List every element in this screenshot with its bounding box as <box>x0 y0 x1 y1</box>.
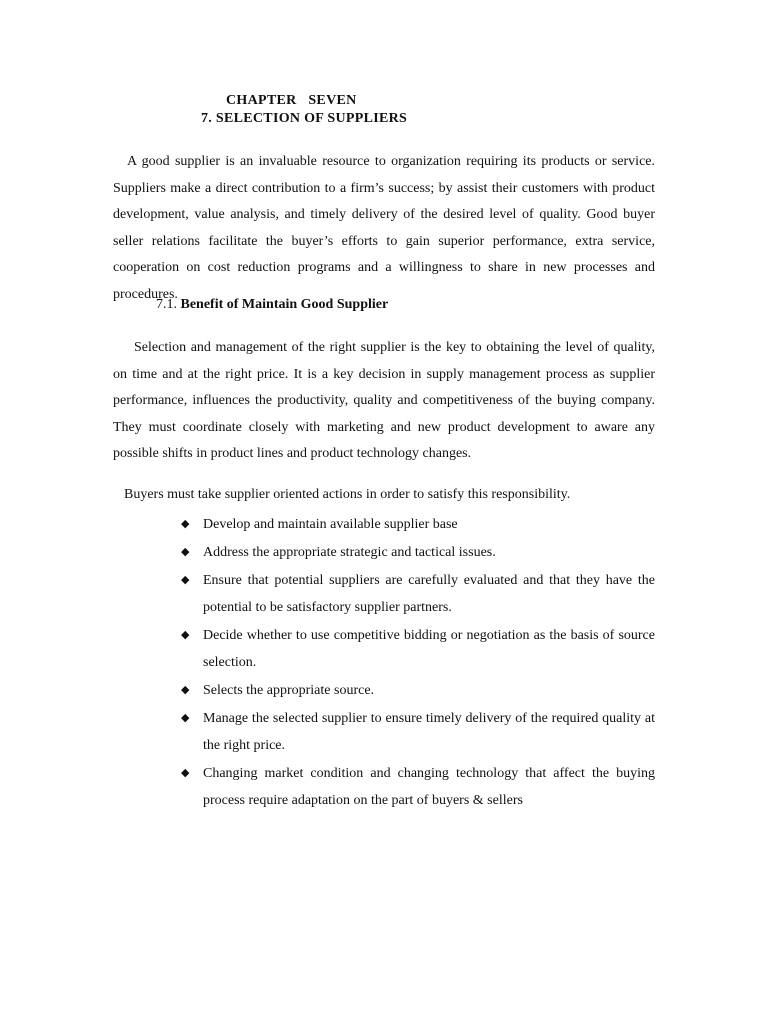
diamond-bullet-icon: ◆ <box>181 712 190 724</box>
list-item <box>180 511 655 538</box>
list-item-text: Manage the selected supplier to ensure timely delivery of the required quality at the right price. <box>203 711 655 753</box>
diamond-bullet-icon: ◆ <box>181 684 190 696</box>
list-item-text: Develop and maintain available supplier base <box>203 517 458 532</box>
intro-paragraph: A good supplier is an invaluable resource to organization requiring its products or service. Suppliers make a direct contribution to a firm’s success; by assist their customers with product development, value analysis, and timely delivery of the desired level of quality. Good buyer seller relations facilitate the buyer’s efforts to gain superior performance, extra service, cooperation on cost reduction programs and a willingness to share in new processes and procedures. <box>113 154 655 302</box>
chapter-title: 7. SELECTION OF SUPPLIERS <box>201 111 408 126</box>
list-item-text: Address the appropriate strategic and tactical issues. <box>203 545 496 560</box>
section-title: Benefit of Maintain Good Supplier <box>180 297 389 312</box>
diamond-bullet-icon: ◆ <box>181 574 190 586</box>
section-heading <box>156 297 388 313</box>
list-item <box>180 567 655 621</box>
diamond-bullet-icon: ◆ <box>181 518 190 530</box>
list-item <box>180 760 655 814</box>
diamond-bullet-icon: ◆ <box>181 546 190 558</box>
list-item-text: Selects the appropriate source. <box>203 683 375 698</box>
list-item <box>180 622 655 676</box>
list-item <box>180 539 655 566</box>
diamond-bullet-icon: ◆ <box>181 629 190 641</box>
list-item <box>180 677 655 704</box>
selection-paragraph: Selection and management of the right supplier is the key to obtaining the level of quality, on time and at the right price. It is a key decision in supply management process as supplier performance, influences the productivity, quality and competitiveness of the buying company. They must coordinate closely with marketing and new product development to aware any possible shifts in product lines and product technology changes. <box>113 340 655 462</box>
diamond-bullet-icon: ◆ <box>181 767 190 779</box>
list-item <box>180 705 655 759</box>
responsibility-list <box>180 511 655 815</box>
section-number: 7.1. <box>156 297 181 312</box>
list-item-text: Changing market condition and changing technology that affect the buying process require adaptation on the part of buyers & sellers <box>203 766 655 808</box>
list-item-text: Decide whether to use competitive bidding or negotiation as the basis of source selection. <box>203 628 655 670</box>
buyers-lead-in: Buyers must take supplier oriented actions in order to satisfy this responsibility. <box>124 487 571 502</box>
chapter-label: CHAPTER SEVEN <box>226 93 357 108</box>
list-item-text: Ensure that potential suppliers are carefully evaluated and that they have the potential to be satisfactory supplier partners. <box>203 573 655 615</box>
